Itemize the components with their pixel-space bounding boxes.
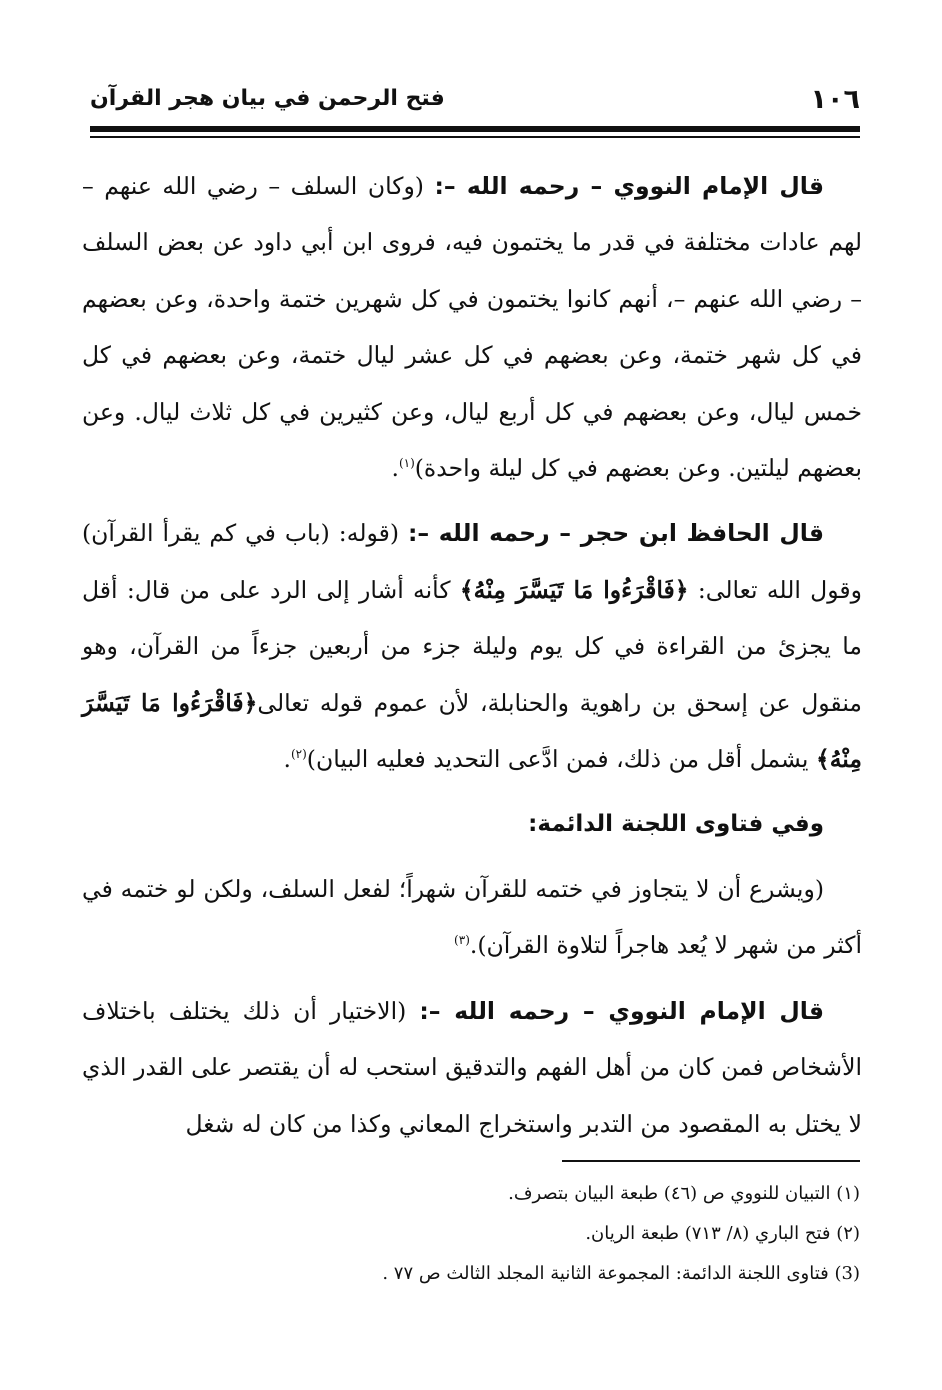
paragraph-body: يشمل أقل من ذلك، فمن ادَّعى التحديد فعليه البيان) — [306, 745, 816, 774]
footnotes — [150, 1174, 860, 1294]
section-heading: وفي فتاوى اللجنة الدائمة: — [528, 811, 824, 838]
paragraph-body: (وكان السلف – رضي الله عنهم – لهم عادات مختلفة في قدر ما يختمون فيه، فروى ابن أبي داود عن بعض السلف – رضي الله عنهم –، أنهم كانوا يختمون في كل شهرين ختمة واحدة، وعن بعضهم في كل شهر ختمة، وعن بعضهم في كل عشر ليال ختمة، وعن بعضهم في كل خمس ليال، وعن بعضهم في كل أربع ليال، وعن كثيرين في كل ثلاث ليال. وعن بعضهم ليلتين. وعن بعضهم في كل ليلة واحدة) — [82, 172, 862, 483]
paragraph-lead: قال الإمام النووي – رحمه الله –: — [419, 996, 824, 1025]
header-rule-thick — [90, 126, 860, 132]
paragraph-body: كأنه أشار إلى الرد على من قال: أقل ما يجزئ من القراءة في كل يوم وليلة جزء من أربعين جزءاً من القرآن، وهو منقول عن إسحق بن راهوية والحنابلة، لأن عموم قوله تعالى — [82, 575, 862, 717]
paragraph-body: (الاختيار أن ذلك يختلف باختلاف الأشخاص فمن كان من أهل الفهم والتدقيق استحب له أن يقتصر على القدر الذي لا يختل به المقصود من التدبر واستخراج المعاني وكذا من كان له شغل — [82, 996, 862, 1138]
page-number: ١٠٦ — [810, 84, 860, 115]
paragraph-body: (ويشرع أن لا يتجاوز في ختمه للقرآن شهراً؛ لفعل السلف، ولكن لو ختمه في أكثر من شهر لا يُعد هاجراً لتلاوة القرآن). — [82, 874, 862, 960]
running-title: فتح الرحمن في بيان هجر القرآن — [90, 86, 445, 111]
paragraph-nawawi-1 — [82, 158, 862, 496]
footnote-1: (١) التبيان للنووي ص (٤٦) طبعة البيان بتصرف. — [508, 1183, 860, 1204]
paragraph-end: . — [391, 454, 399, 483]
main-text — [82, 158, 862, 1161]
paragraph-nawawi-2 — [82, 983, 862, 1152]
paragraph-ibn-hajar — [82, 505, 862, 787]
footnote-2: (٢) فتح الباري (٨/ ٧١٣) طبعة الريان. — [585, 1223, 860, 1244]
quran-verse: ﴿فَاقْرَءُوا مَا تَيَسَّرَ مِنْهُ﴾ — [82, 688, 862, 774]
footnote-ref: (١) — [398, 456, 415, 471]
footnote-3: (3) فتاوى اللجنة الدائمة: المجموعة الثانية المجلد الثالث ص ٧٧ . — [382, 1263, 860, 1284]
paragraph-lead: قال الحافظ ابن حجر – رحمه الله –: — [407, 519, 824, 548]
paragraph-end: . — [283, 745, 291, 774]
footnote-ref: (٢) — [290, 747, 307, 762]
header-rule-thin — [90, 136, 860, 138]
quran-verse: ﴿فَاقْرَءُوا مَا تَيَسَّرَ مِنْهُ﴾ — [459, 575, 689, 604]
paragraph-body: (قوله: (باب في كم يقرأ القرآن) وقول الله تعالى: — [82, 519, 862, 604]
paragraph-lead: قال الإمام النووي – رحمه الله –: — [434, 172, 824, 200]
page-header — [90, 80, 860, 124]
footnote-separator — [562, 1160, 860, 1162]
footnote-ref: (٣) — [454, 933, 470, 948]
paragraph-fatawa — [82, 861, 862, 974]
